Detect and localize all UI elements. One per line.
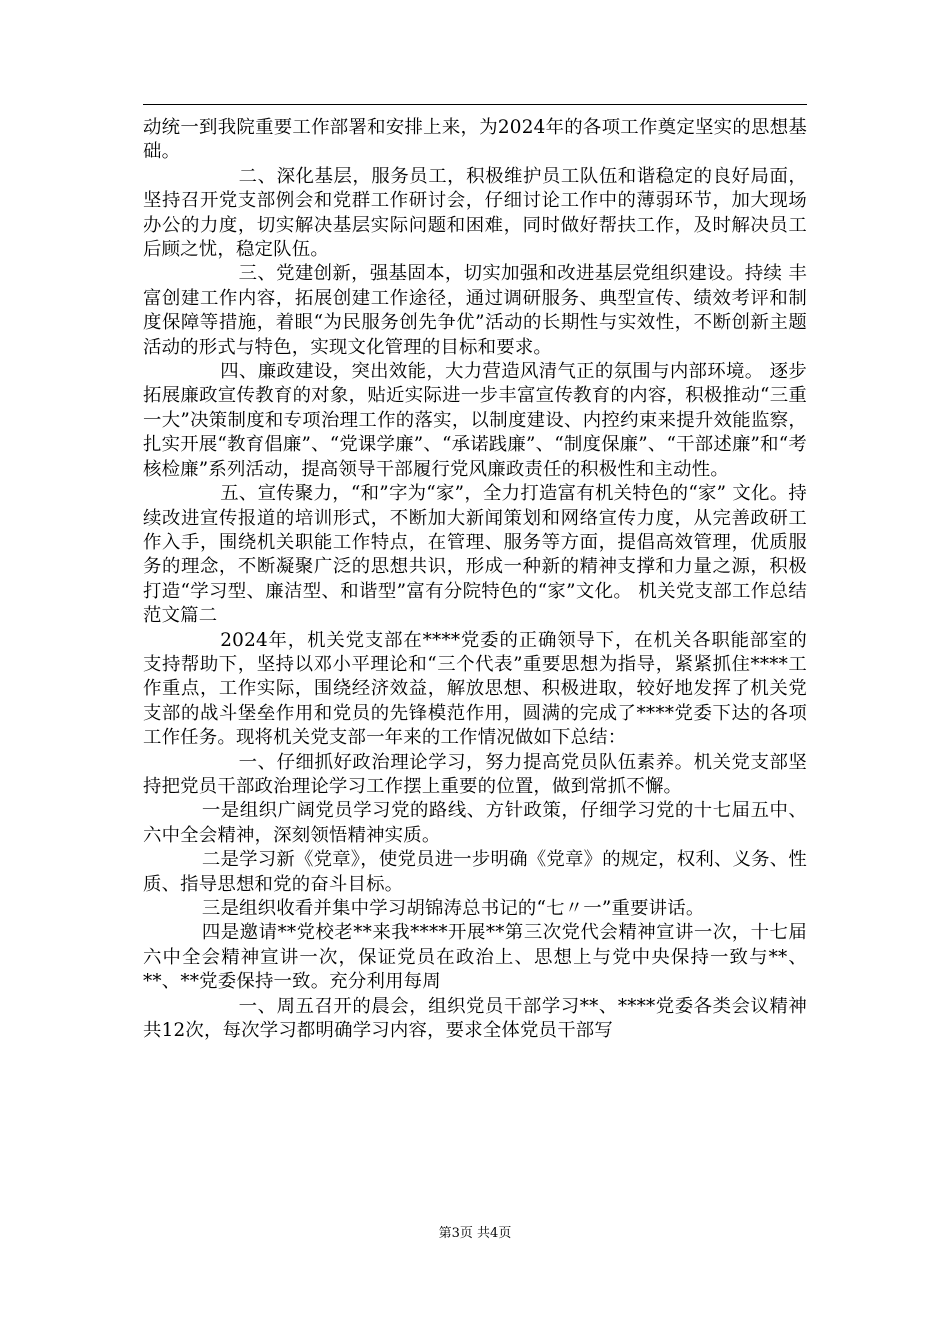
paragraph-section-3: 三、党建创新，强基固本，切实加强和改进基层党组织建设。持续 丰富创建工作内容，拓展创建工作途径，通过调研服务、典型宣传、绩效考评和制度保障等措施，着眼“为民服务创先争优”活动的长期性与实效性，不断创新主题活动的形式与特色，实现文化管理的目标和要求。	[143, 263, 807, 358]
paragraph-section-5: 五、宣传聚力，“和”字为“家”，全力打造富有机关特色的“家” 文化。持续改进宣传报道的培训形式，不断加大新闻策划和网络宣传力度，从完善政研工作入手，围绕机关职能工作特点，在管理、服务等方面，提倡高效管理，优质服务的理念，不断凝聚广泛的思想共识，形成一种新的精神支撑和力量之源，积极打造“学习型、廉洁型、和谐型”富有分院特色的“家”文化。 机关党支部工作总结范文篇二	[143, 483, 807, 627]
paragraph-section-4: 四、廉政建设，突出效能，大力营造风清气正的氛围与内部环境。 逐步拓展廉政宣传教育的对象，贴近实际进一步丰富宣传教育的内容，积极推动“三重一大”决策制度和专项治理工作的落实，以制度建设、内控约束来提升效能监察，扎实开展“教育倡廉”、“党课学廉”、“承诺践廉”、“制度保廉”、“干部述廉”和“考核检廉”系列活动，提高领导干部履行党风廉政责任的积极性和主动性。	[143, 361, 807, 480]
paragraph-item-2: 二是学习新《党章》，使党员进一步明确《党章》的规定，权利、义务、性质、指导思想和党的奋斗目标。	[143, 849, 807, 895]
paragraph-summary-intro: 2024年，机关党支部在****党委的正确领导下，在机关各职能部室的支持帮助下，坚持以邓小平理论和“三个代表”重要思想为指导，紧紧抓住****工作重点，工作实际，围绕经济效益，解放思想、积极进取，较好地发挥了机关党支部的战斗堡垒作用和党员的先锋模范作用，圆满的完成了****党委下达的各项工作任务。现将机关党支部一年来的工作情况做如下总结：	[143, 629, 807, 749]
page-footer: 第3页 共4页	[438, 1226, 512, 1241]
paragraph-section-2: 二、深化基层，服务员工，积极维护员工队伍和谐稳定的良好局面， 坚持召开党支部例会和党群工作研讨会，仔细讨论工作中的薄弱环节，加大现场办公的力度，切实解决基层实际问题和困难，同时做好帮扶工作，及时解决员工后顾之忧，稳定队伍。	[143, 165, 807, 261]
paragraph-item-4: 四是邀请**党校老**来我****开展**第三次党代会精神宣讲一次，十七届六中全会精神宣讲一次，保证党员在政治上、思想上与党中央保持一致与**、**、**党委保持一致。充分利用每周	[143, 922, 807, 993]
paragraph-weekly-meeting: 一、周五召开的晨会，组织党员干部学习**、****党委各类会议精神共12次，每次学习都明确学习内容，要求全体党员干部写	[143, 995, 807, 1042]
paragraph-item-1: 一是组织广阔党员学习党的路线、方针政策，仔细学习党的十七届五中、六中全会精神，深刻领悟精神实质。	[143, 800, 807, 846]
body-text	[143, 116, 807, 1043]
paragraph-item-3: 三是组织收看并集中学习胡锦涛总书记的“七〃一”重要讲话。	[201, 898, 705, 919]
paragraph-continuation: 动统一到我院重要工作部署和安排上来，为2024年的各项工作奠定坚实的思想基础。	[143, 117, 807, 163]
paragraph-theory-study: 一、仔细抓好政治理论学习，努力提高党员队伍素养。机关党支部坚持把党员干部政治理论学习工作摆上重要的位置，做到常抓不懈。	[143, 751, 807, 797]
header-rule	[143, 104, 807, 105]
